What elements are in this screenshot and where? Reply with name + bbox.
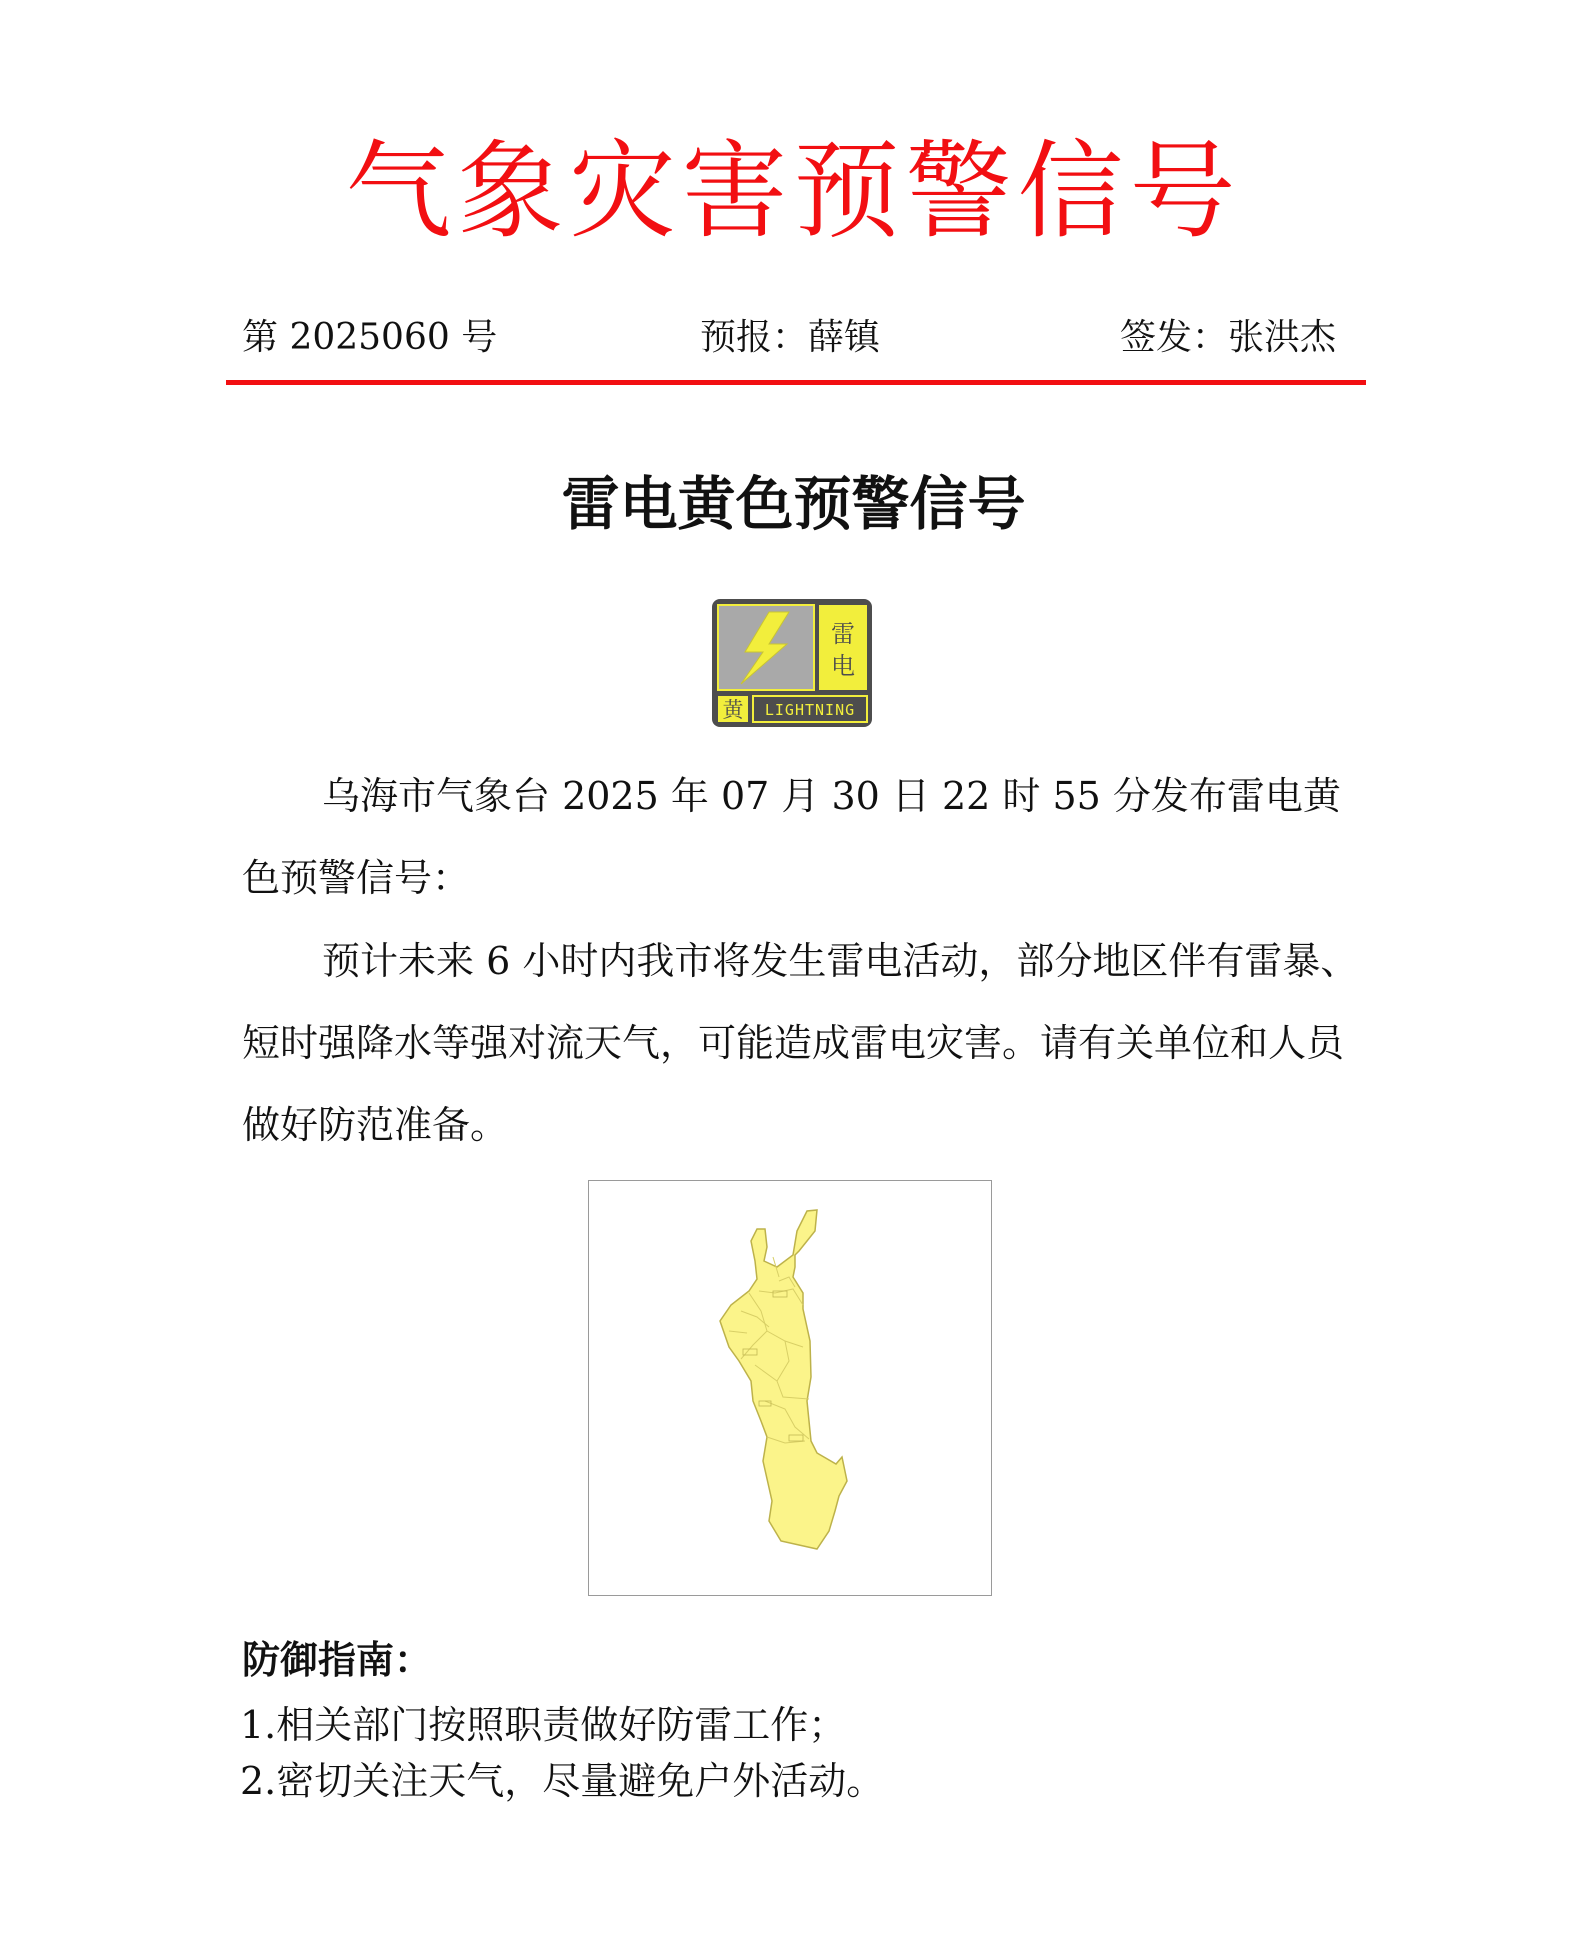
- icon-char-lei: 雷: [831, 620, 855, 648]
- signer: [1120, 312, 1336, 364]
- forecast-text: 预计未来 6 小时内我市将发生雷电活动，部分地区伴有雷暴、短时强降水等强对流天气，可能造成雷电灾害。请有关单位和人员做好防范准备。: [242, 939, 1359, 1147]
- bulletin-number: 第 2025060 号: [242, 317, 498, 358]
- icon-english-label: LIGHTNING: [764, 701, 856, 719]
- guide-item: 2.密切关注天气，尽量避免户外活动。: [240, 1759, 885, 1803]
- forecaster: [700, 312, 880, 364]
- icon-char-dian: 电: [831, 652, 855, 680]
- guide-heading: 防御指南：: [242, 1637, 433, 1682]
- signal-title: 雷电黄色预警信号: [561, 470, 1026, 538]
- forecaster-label: 预报：: [700, 317, 809, 358]
- forecast-paragraph: [242, 920, 1372, 1166]
- forecaster-name: 薛镇: [808, 317, 881, 358]
- warning-area-map: [588, 1180, 992, 1596]
- page-title: 气象灾害预警信号: [345, 130, 1242, 253]
- issue-text: 乌海市气象台 2025 年 07 月 30 日 22 时 55 分发布雷电黄色预警信号：: [242, 774, 1341, 900]
- issue-paragraph: [242, 755, 1372, 919]
- signer-label: 签发：: [1120, 317, 1229, 358]
- lightning-yellow-warning-icon: [711, 598, 873, 728]
- icon-level-char: 黄: [722, 698, 744, 722]
- map-region-outline: [720, 1210, 847, 1549]
- header-divider: [226, 380, 1366, 385]
- guide-item: 1.相关部门按照职责做好防雷工作；: [240, 1703, 847, 1747]
- signer-name: 张洪杰: [1228, 317, 1337, 358]
- guide-list: [240, 1697, 884, 1809]
